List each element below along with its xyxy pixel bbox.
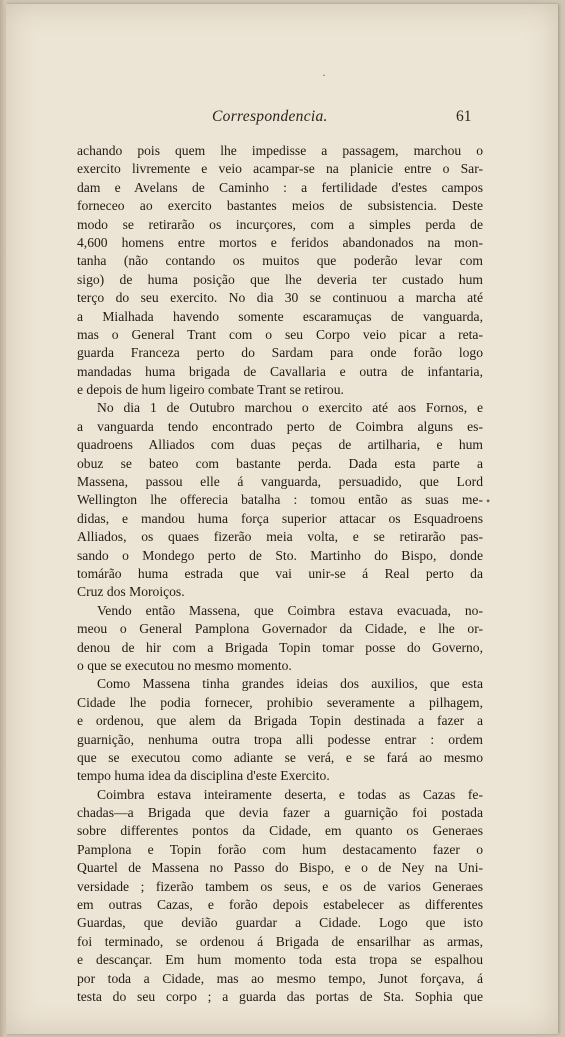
text-line: No dia 1 de Outubro marchou o exercito até aos Fornos, e [97,400,483,416]
text-line: Wellington lhe offerecia batalha : tomou então as suas me- [77,492,483,508]
book-page [6,4,558,1034]
text-line: Pamplona e Topin forão com hum destacamento fazer o [77,841,483,857]
text-line: quadroens Alliados com duas peças de artilharia, e hum [77,437,483,453]
text-line: a vanguarda tendo encontrado perto de Coimbra alguns es- [77,418,483,434]
text-line: 4,600 homens entre mortos e feridos abandonados na mon- [77,234,483,250]
text-line: meou o General Pamplona Governador da Cidade, e lhe or- [77,621,483,637]
text-line: Cruz dos Moroiços. [77,584,185,600]
text-line: modo se retirarão os incurçores, com a simples perda de [77,216,483,232]
text-line: que se executou como adiante se verá, e se fará ao mesmo [77,749,483,765]
text-line: dam e Avelans de Caminho : a fertilidade d'estes campos [77,179,483,195]
page-number: 61 [456,108,472,125]
ink-speck: · [322,68,326,82]
text-line: exercito livremente e veio acampar-se na planicie entre o Sar- [77,161,483,177]
body-text [77,142,483,1006]
text-line: Vendo então Massena, que Coimbra estava evacuada, no- [97,602,483,618]
text-line: testa do seu corpo ; a guarda das portas de Sta. Sophia que [77,988,483,1004]
text-line: tanha (não contando os muitos que poderão levar com [77,253,483,269]
ink-speck: • [486,494,491,508]
text-line: a Mialhada havendo somente escaramuças de vanguarda, [77,308,483,324]
text-line: guarda Franceza perto do Sardam para onde forão logo [77,345,483,361]
text-line: o que se executou no mesmo momento. [77,657,292,673]
text-line: tomárão huma estrada que vai unir-se á Real perto da [77,565,483,581]
running-header [6,108,558,132]
text-line: versidade ; fizerão tambem os seus, e os de varios Generaes [77,878,483,894]
text-line: Cidade lhe podia fornecer, prohibio severamente a pilhagem, [77,694,483,710]
text-line: didas, e mandou huma força superior attacar os Esquadroens [77,510,483,526]
text-line: Guardas, que devião guardar a Cidade. Logo que isto [77,915,483,931]
text-line: sobre differentes pontos da Cidade, em quanto os Generaes [77,823,483,839]
text-line: e depois de hum ligeiro combate Trant se retirou. [77,382,344,398]
text-line: sando o Mondego perto de Sto. Martinho do Bispo, donde [77,547,483,563]
text-line: mandadas huma brigada de Cavallaria e outra de infantaria, [77,363,483,379]
text-line: e descançar. Em hum momento toda esta tropa se espalhou [77,952,483,968]
text-line: Quartel de Massena no Passo do Bispo, e o de Ney na Uni- [77,860,483,876]
running-title: Correspondencia. [212,108,328,125]
text-line: foi terminado, se ordenou á Brigada de ensarilhar as armas, [77,933,483,949]
text-line: Como Massena tinha grandes ideias dos auxilios, que esta [97,676,483,692]
text-line: e ordenou, que alem da Brigada Topin destinada a fazer a [77,713,483,729]
text-line: por toda a Cidade, mas ao mesmo tempo, Junot forçava, á [77,970,483,986]
text-line: mas o General Trant com o seu Corpo veio picar a reta- [77,326,483,342]
text-line: Massena, passou elle á vanguarda, persuadido, que Lord [77,474,483,490]
text-line: chadas—a Brigada que devia fazer a guarnição foi postada [77,805,483,821]
text-line: achando pois quem lhe impedisse a passagem, marchou o [77,143,483,158]
text-line: Alliados, os quaes fizerão meia volta, e se retirarão pas- [77,529,483,545]
text-line: Coimbra estava inteiramente deserta, e todas as Cazas fe- [97,786,483,802]
text-line: em outras Cazas, e forão depois estabelecer as differentes [77,897,483,913]
text-line: forneceo ao exercito bastantes meios de subsistencia. Deste [77,198,483,214]
text-line: guarnição, nenhuma outra tropa alli podesse entrar : ordem [77,731,483,747]
text-line: denou de hir com a Brigada Topin tomar posse do Governo, [77,639,483,655]
text-line: terço do seu exercito. No dia 30 se continuou a marcha até [77,290,483,306]
text-line: sigo) de huma posição que lhe deveria ter custado hum [77,271,483,287]
text-line: tempo huma idea da disciplina d'este Exercito. [77,768,330,784]
text-line: obuz se bateo com bastante perda. Dada esta parte a [77,455,483,471]
